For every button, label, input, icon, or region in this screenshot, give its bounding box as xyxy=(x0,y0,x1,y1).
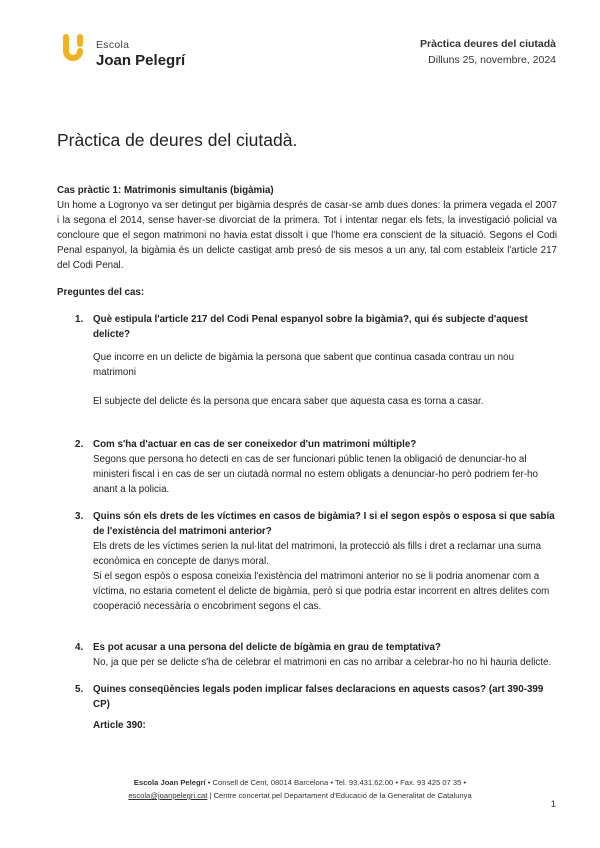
header-date: Dilluns 25, novembre, 2024 xyxy=(428,54,556,66)
answer-text: Els drets de les víctimes serien la nul·litat del matrimoni, la protecció als fills i dret a reclamar una suma econòmica en concepte de danys moral. xyxy=(93,541,542,567)
page-number: 1 xyxy=(550,799,556,810)
questions-heading: Preguntes del cas: xyxy=(57,287,145,298)
logo-text-school-name: Joan Pelegrí xyxy=(96,52,186,69)
footer-address: • Consell de Cent, 08014 Barcelona • Tel. 93.431.62.00 • Fax. 93 425 07 35 • xyxy=(205,778,467,787)
answer-text: Article 390: xyxy=(93,720,146,731)
question-text: Quins són els drets de les víctimes en casos de bigàmia? I si el segon espòs o esposa si que sabía de l'existència del matrimoni anterior? xyxy=(93,511,555,537)
page-title: Pràctica de deures del ciutadà. xyxy=(57,130,298,150)
answer-text: Si el segon espòs o esposa coneixia l'existència del matrimoni anterior no se li podria anomenar com a víctima, no estaria cometent el delicte de bigàmia, però si que podria estar incorrent en altres delites com cooperació necessària o encobriment segons el cas. xyxy=(93,571,550,612)
question-text: Quines conseqüències legals poden implicar falses declaracions en aquests casos? (art 390-399 CP) xyxy=(93,684,544,710)
school-logo-icon xyxy=(56,34,90,68)
case-text: Un home a Logronyo va ser detingut per bigàmia després de casar-se amb dues dones: la primera vegada el 2007 i la segona el 2014, sense haver-se divorciat de la primera. Tot i intentar negar els fets, la investigació policial va concloure que el segon matrimoni no havia estat dissolt i que l'home era conscient de la situació. Segons el Codi Penal espanyol, la bigàmia és un delicte castigat amb presó de sis mesos a un any, tal com estableix l'article 217 del Codi Penal. xyxy=(57,200,557,271)
question-item xyxy=(57,437,557,497)
question-text: Com s'ha d'actuar en cas de ser coneixedor d'un matrimoni múltiple? xyxy=(93,439,417,450)
logo-text-escola: Escola xyxy=(96,39,130,51)
page-footer xyxy=(50,776,550,802)
question-number: 3. xyxy=(75,511,84,522)
header-doc-title: Pràctica deures del ciutadà xyxy=(420,38,556,50)
question-item xyxy=(57,682,557,733)
question-text: Què estipula l'article 217 del Codi Penal espanyol sobre la bigàmia?, qui és subjecte d'aquest delicte? xyxy=(93,314,528,340)
question-item xyxy=(57,312,557,409)
answer-text: Segons que persona ho detecti en cas de ser funcionari públic tenen la obligació de denunciar-ho al ministeri fiscal i en cas de ser un ciutadà normal no estem obligats a denunciar-ho però podriem fer-ho anant a la policia. xyxy=(93,454,538,495)
footer-school-name: Escola Joan Pelegrí xyxy=(133,778,206,787)
question-item xyxy=(57,640,557,670)
header-info xyxy=(420,36,556,68)
answer-text: El subjecte del delicte és la persona que encara saber que aquesta casa es torna a casar. xyxy=(93,396,484,407)
question-number: 5. xyxy=(75,684,84,695)
question-number: 2. xyxy=(75,439,84,450)
footer-centre-info: | Centre concertat pel Departament d'Educació de la Generalitat de Catalunya xyxy=(207,791,472,800)
question-number: 4. xyxy=(75,642,84,653)
question-number: 1. xyxy=(75,314,84,325)
case-title: Cas pràctic 1: Matrimonis simultanis (bigàmia) xyxy=(57,185,274,196)
document-body xyxy=(57,183,557,733)
answer-text: No, ja que per se delicte s'ha de celebrar el matrimoni en cas no arribar a celebrar-ho no hi hauria delicte. xyxy=(93,657,552,668)
school-logo xyxy=(56,32,206,76)
footer-email-link[interactable]: escola@joanpelegri.cat xyxy=(128,791,208,800)
question-text: Es pot acusar a una persona del delicte de bígàmia en grau de temptativa? xyxy=(93,642,441,653)
question-item xyxy=(57,509,557,614)
answer-text: Que incorre en un delicte de bigàmia la persona que sabent que continua casada contrau un nou matrimoni xyxy=(93,352,515,378)
